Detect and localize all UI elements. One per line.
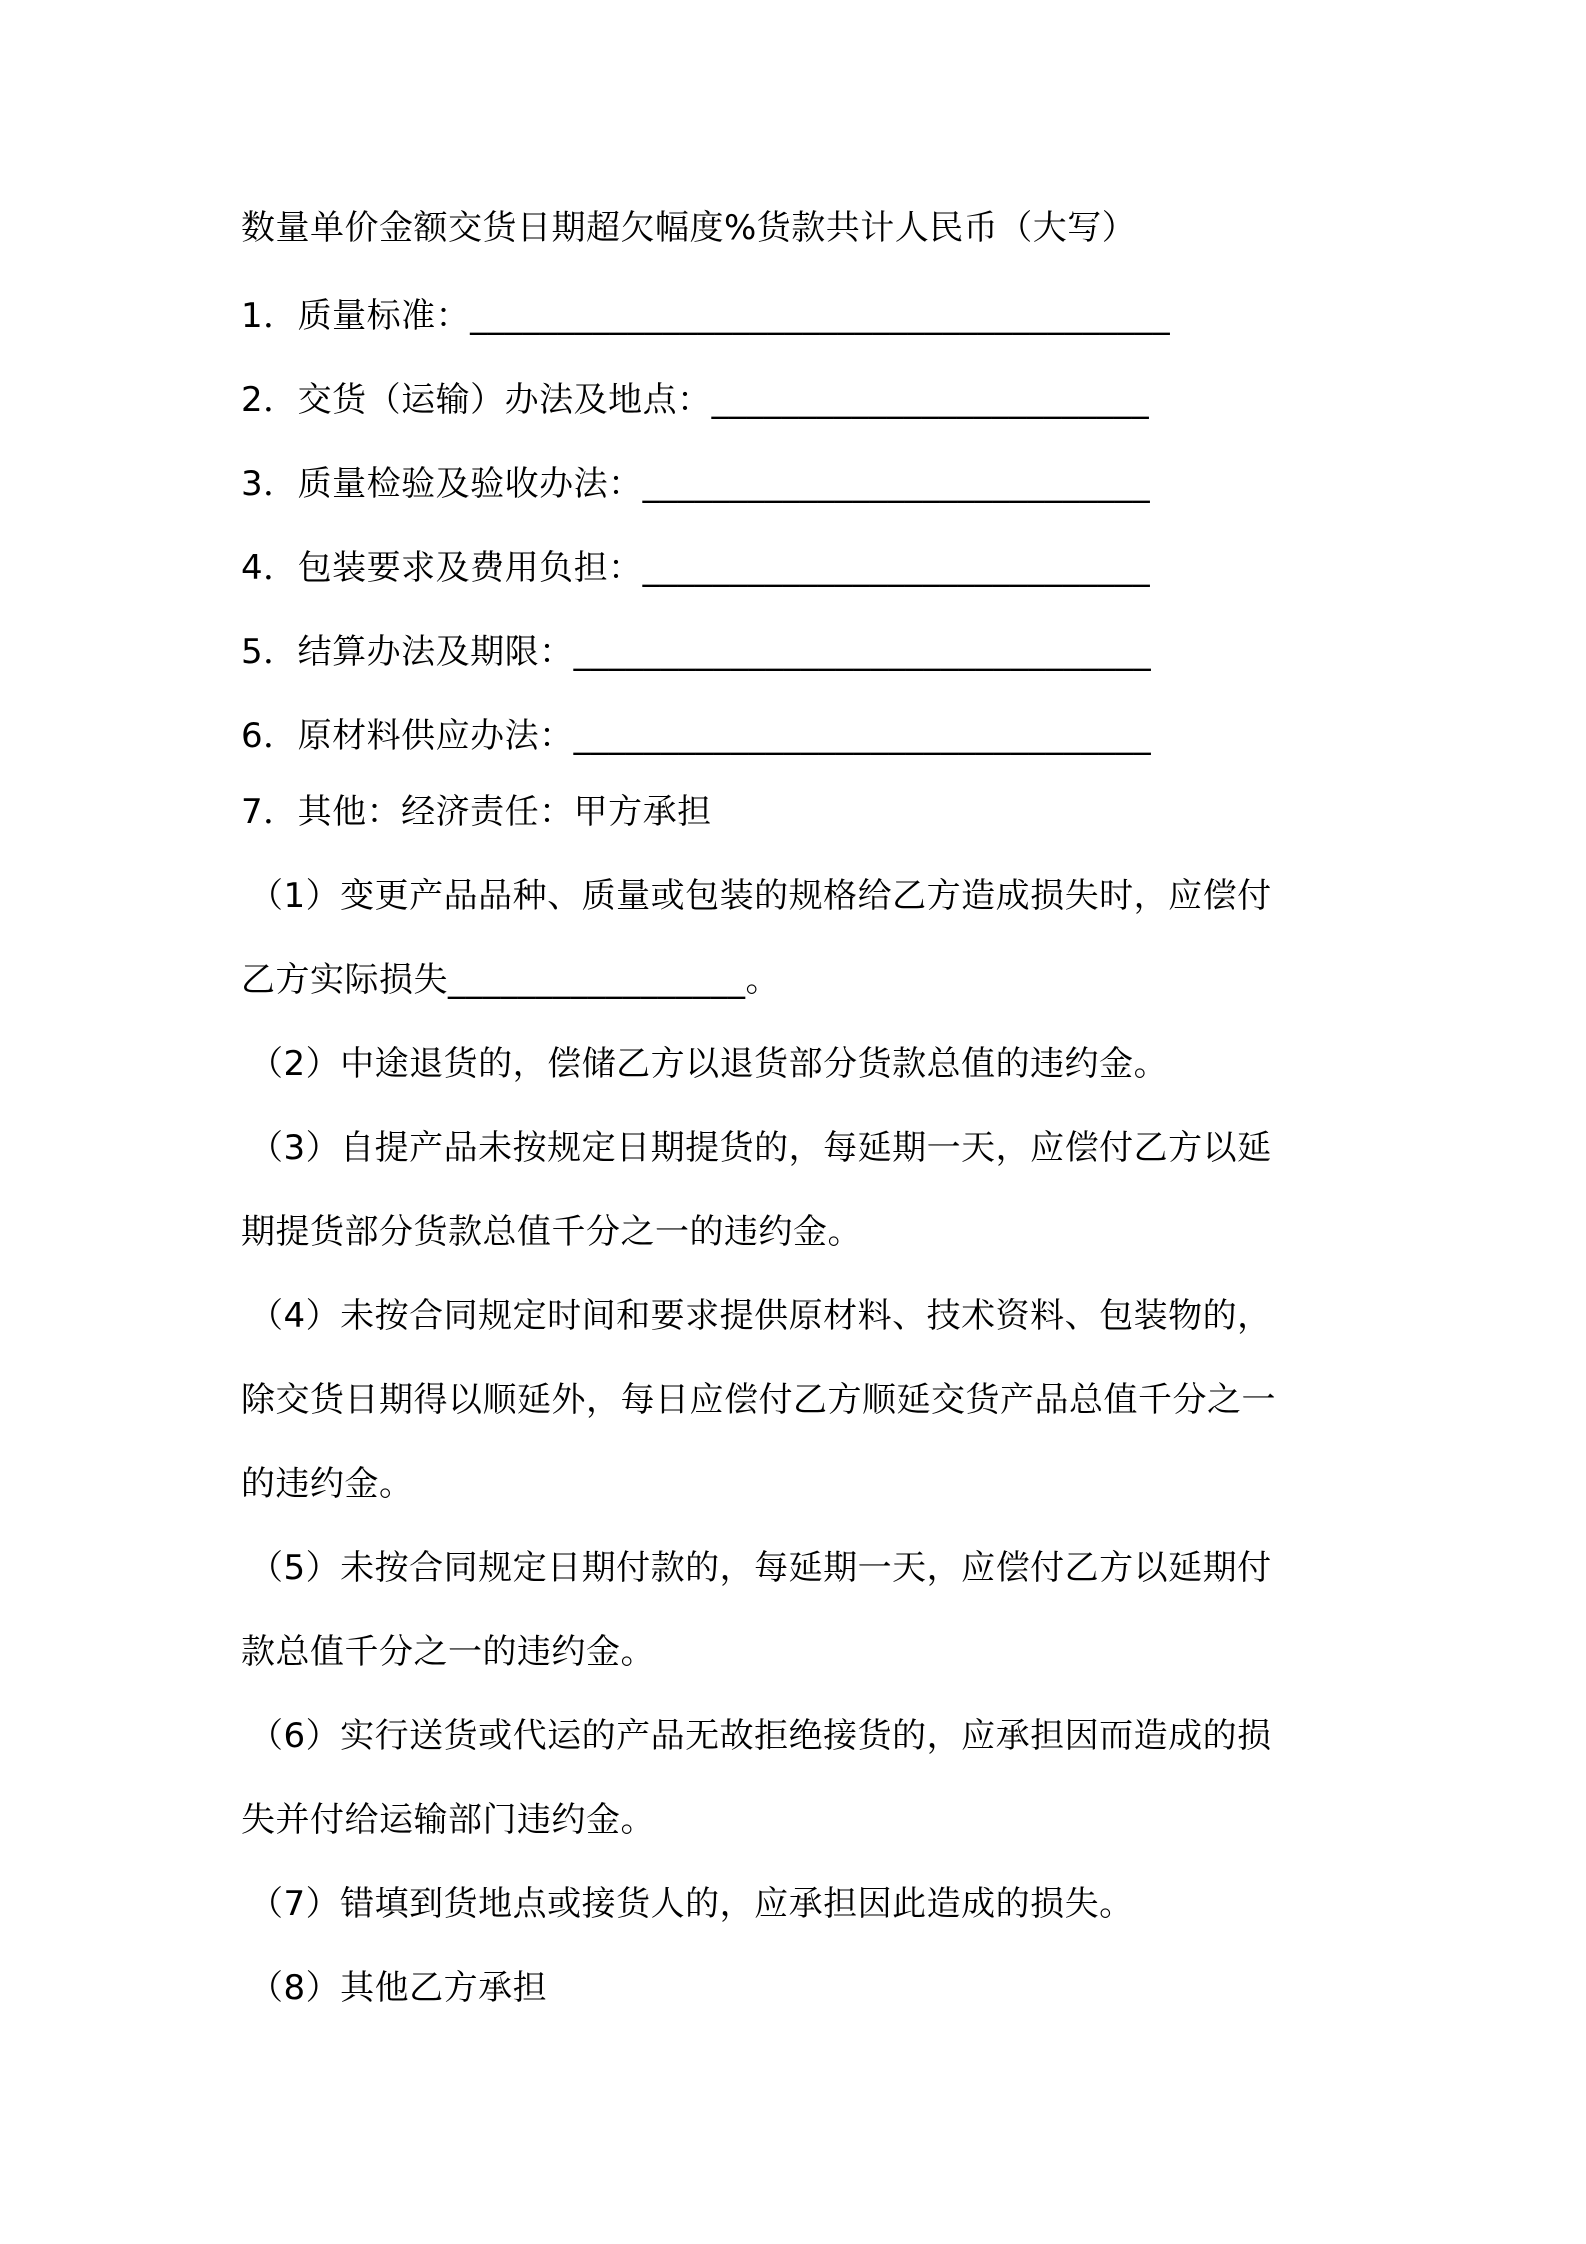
clause-inspection-method: 3．质量检验及验收办法：_____________________________	[241, 464, 1151, 504]
liability-item-5: （5）未按合同规定日期付款的，每延期一天，应偿付乙方以延期付	[249, 1548, 1272, 1588]
liability-item-5-cont: 款总值千分之一的违约金。	[241, 1632, 655, 1672]
liability-item-4-cont: 除交货日期得以顺延外，每日应偿付乙方顺延交货产品总值千分之一	[241, 1380, 1276, 1420]
liability-item-7: （7）错填到货地点或接货人的，应承担因此造成的损失。	[249, 1884, 1134, 1924]
clause-packaging: 4．包装要求及费用负担：_____________________________	[241, 548, 1151, 588]
clause-other-liability: 7．其他：经济责任：甲方承担	[241, 792, 712, 832]
liability-item-4: （4）未按合同规定时间和要求提供原材料、技术资料、包装物的，	[249, 1296, 1272, 1336]
liability-item-2: （2）中途退货的，偿储乙方以退货部分货款总值的违约金。	[249, 1044, 1169, 1084]
clause-quality-standard: 1．质量标准：________________________________________	[241, 296, 1171, 336]
liability-item-4-cont-2: 的违约金。	[241, 1464, 414, 1504]
liability-item-1: （1）变更产品品种、质量或包装的规格给乙方造成损失时，应偿付	[249, 876, 1272, 916]
goods-table-header: 数量单价金额交货日期超欠幅度%货款共计人民币（大写）	[241, 208, 1137, 248]
liability-item-6-cont: 失并付给运输部门违约金。	[241, 1800, 655, 1840]
liability-item-6: （6）实行送货或代运的产品无故拒绝接货的，应承担因而造成的损	[249, 1716, 1272, 1756]
clause-raw-materials: 6．原材料供应办法：_________________________________	[241, 716, 1152, 756]
liability-item-1-cont: 乙方实际损失_________________。	[241, 960, 780, 1000]
clause-delivery-method: 2．交货（运输）办法及地点：_________________________	[241, 380, 1150, 420]
clause-settlement: 5．结算办法及期限：_________________________________	[241, 632, 1152, 672]
liability-item-3-cont: 期提货部分货款总值千分之一的违约金。	[241, 1212, 862, 1252]
liability-item-8: （8）其他乙方承担	[249, 1968, 548, 2008]
liability-item-3: （3）自提产品未按规定日期提货的，每延期一天，应偿付乙方以延	[249, 1128, 1272, 1168]
